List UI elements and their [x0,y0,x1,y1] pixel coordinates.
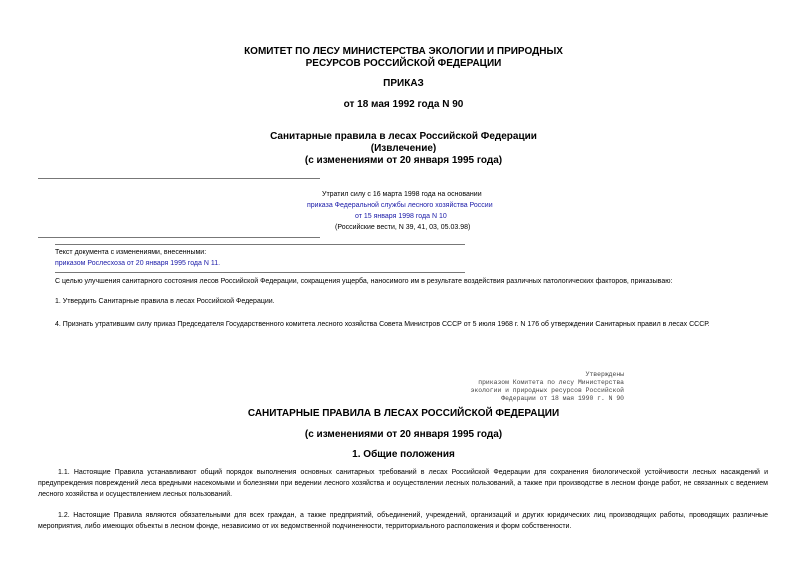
intro-paragraph: С целью улучшения санитарного состояния лесов Российской Федерации, сокращения ущерба, наносимого им в результате воздействия различных патологических факторов, приказываю: [55,278,673,285]
divider [38,237,320,238]
paragraph-1-2 [38,510,768,532]
rules-subtitle: (с изменениями от 20 января 1995 года) [304,429,503,440]
approval-line1: Утверждены [585,371,624,378]
rules-title: САНИТАРНЫЕ ПРАВИЛА В ЛЕСАХ РОССИЙСКОЙ ФЕДЕРАЦИИ [247,408,560,419]
doc-title-line1: Санитарные правила в лесах Российской Федерации [270,131,537,142]
doc-title-line2: (Извлечение) [370,143,437,154]
approval-line2: приказом Комитета по лесу Министерства [478,379,624,386]
status-note-link-order[interactable]: приказа Федеральной службы лесного хозяйства России [307,202,493,209]
org-title-line1: КОМИТЕТ ПО ЛЕСУ МИНИСТЕРСТВА ЭКОЛОГИИ И ПРИРОДНЫХ [244,46,563,57]
paragraph-1-1-text: 1.1. Настоящие Правила устанавливают общий порядок выполнения основных санитарных требований в лесах Российской Федерации для сохранения биологической устойчивости лесных насаждений и предупреждения повреждений леса вредными насекомыми и болезнями при ведении лесного хозяйства и осуществлении лесных пользований, а также при производстве в лесном фонде работ, не связанных с ведением лесного хозяйства и осуществлением лесных пользований. [38,469,768,498]
paragraph-1-1 [38,467,768,500]
changes-note-link[interactable]: приказом Рослесхоза от 20 января 1995 года N 11. [55,260,221,267]
doc-type: ПРИКАЗ [383,78,424,89]
doc-title-line3: (с изменениями от 20 января 1995 года) [304,155,503,166]
divider [38,178,320,179]
org-title-line2: РЕСУРСОВ РОССИЙСКОЙ ФЕДЕРАЦИИ [305,58,502,69]
item-1: 1. Утвердить Санитарные правила в лесах Российской Федерации. [55,298,275,305]
changes-note-text: Текст документа с изменениями, внесенными: [55,249,207,256]
approval-line3: экологии и природных ресурсов Российской [470,387,624,394]
status-note-line1: Утратил силу с 16 марта 1998 года на основании [322,191,482,198]
paragraph-1-2-text: 1.2. Настоящие Правила являются обязательными для всех граждан, а также предприятий, объединений, учреждений, организаций и других юридических лиц производящих работы, проводящих различные мероприятия, либо имеющих объекты в лесном фонде, независимо от их ведомственной подчиненности, территориального расположения и форм собственности. [38,512,768,530]
section-heading: 1. Общие положения [352,449,455,460]
status-note-link-date[interactable]: от 15 января 1998 года N 10 [355,213,447,220]
divider [55,244,465,245]
approval-line4: Федерации от 18 мая 1990 г. N 90 [501,395,624,402]
doc-date: от 18 мая 1992 года N 90 [343,99,464,110]
divider [55,272,465,273]
status-note-source: (Российские вести, N 39, 41, 03, 05.03.98) [335,224,471,231]
item-4: 4. Признать утратившим силу приказ Председателя Государственного комитета лесного хозяйства Совета Министров СССР от 5 июля 1968 г. N 176 об утверждении Санитарных правил в лесах СССР. [55,321,710,328]
